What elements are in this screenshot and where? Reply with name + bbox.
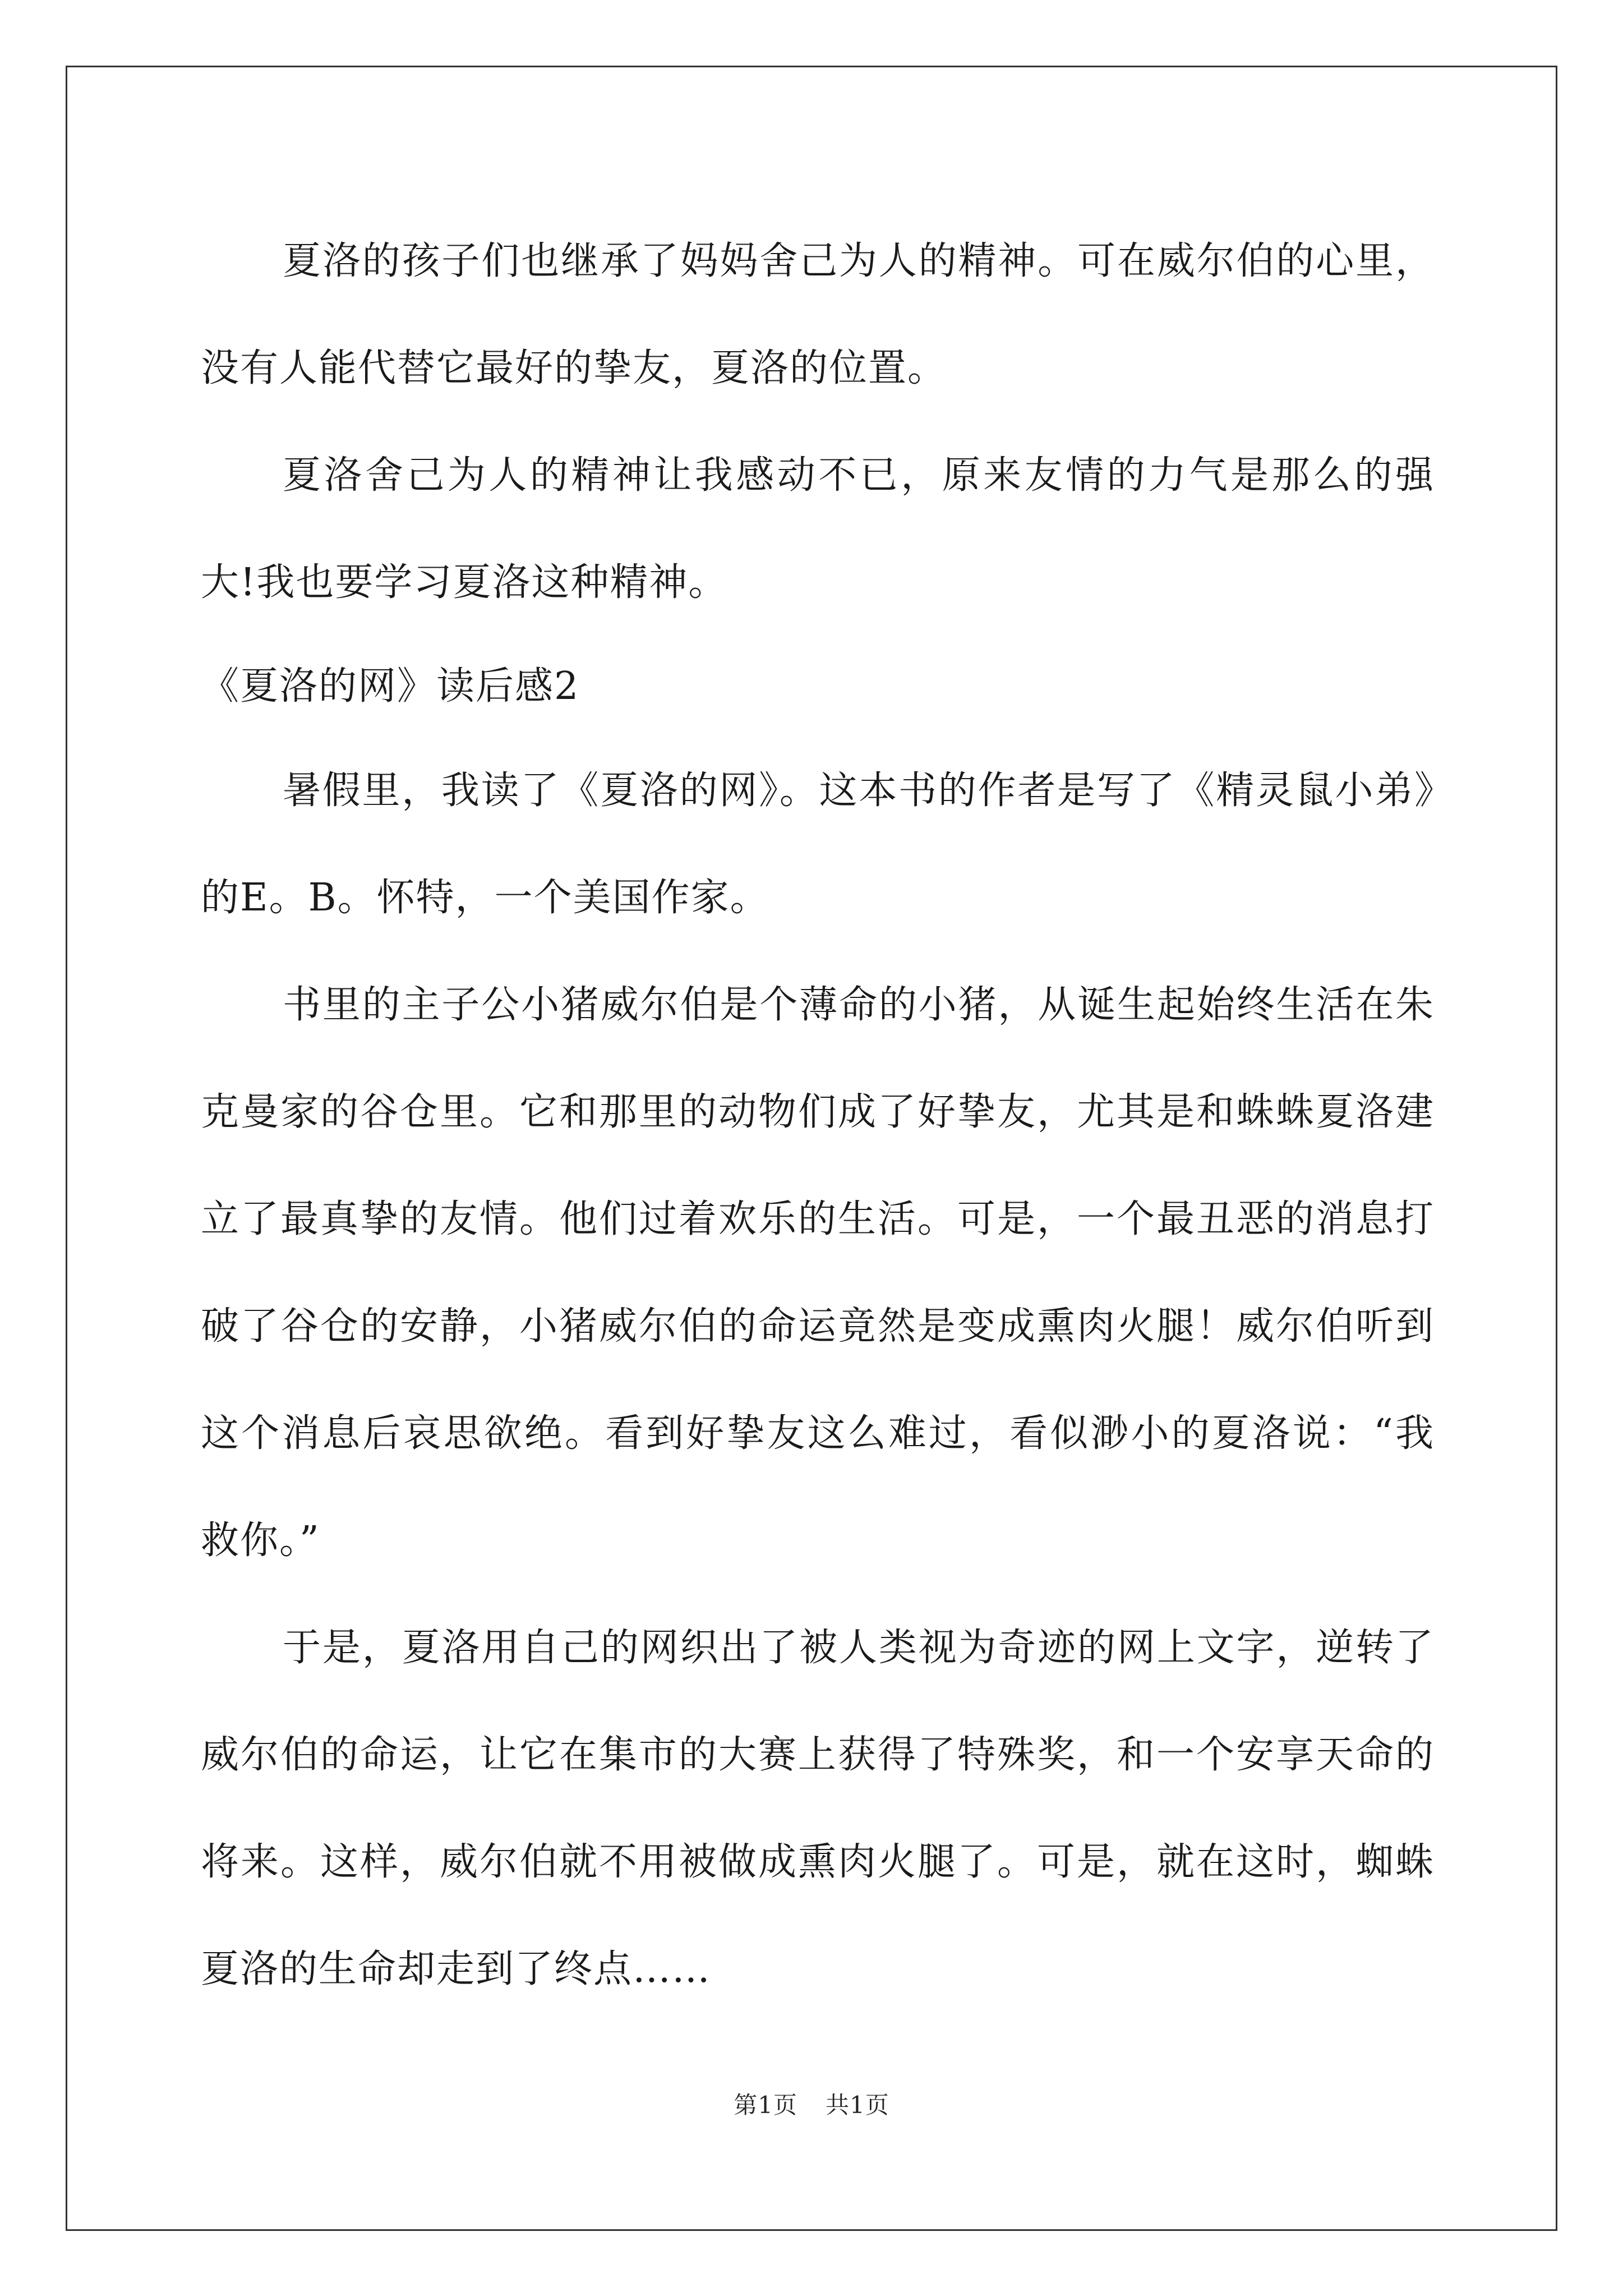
- paragraph-1: 夏洛的孩子们也继承了妈妈舍己为人的精神。可在威尔伯的心里，没有人能代替它最好的挚友，夏洛的位置。: [201, 239, 1435, 390]
- section-heading: 《夏洛的网》读后感2: [201, 664, 580, 708]
- page-total: 共1页: [826, 2091, 889, 2119]
- document-body: [201, 208, 1435, 2023]
- paragraph-5: 于是，夏洛用自己的网织出了被人类视为奇迹的网上文字，逆转了威尔伯的命运，让它在集市的大赛上获得了特殊奖，和一个安享天命的将来。这样，威尔伯就不用被做成熏肉火腿了。可是，就在这时，蜘蛛夏洛的生命却走到了终点……: [201, 1626, 1435, 1991]
- page-number: 第1页: [734, 2091, 797, 2119]
- page-footer: [0, 2087, 1623, 2120]
- paragraph-3: 暑假里，我读了《夏洛的网》。这本书的作者是写了《精灵鼠小弟》的E。B。怀特，一个美国作家。: [201, 769, 1435, 920]
- paragraph-4: 书里的主子公小猪威尔伯是个薄命的小猪，从诞生起始终生活在朱克曼家的谷仓里。它和那里的动物们成了好挚友，尤其是和蛛蛛夏洛建立了最真挚的友情。他们过着欢乐的生活。可是，一个最丑恶的消息打破了谷仓的安静，小猪威尔伯的命运竟然是变成熏肉火腿！威尔伯听到这个消息后哀思欲绝。看到好挚友这么难过，看似渺小的夏洛说：“我救你。”: [201, 983, 1435, 1563]
- paragraph-2: 夏洛舍己为人的精神让我感动不已，原来友情的力气是那么的强大!我也要学习夏洛这种精神。: [201, 453, 1435, 605]
